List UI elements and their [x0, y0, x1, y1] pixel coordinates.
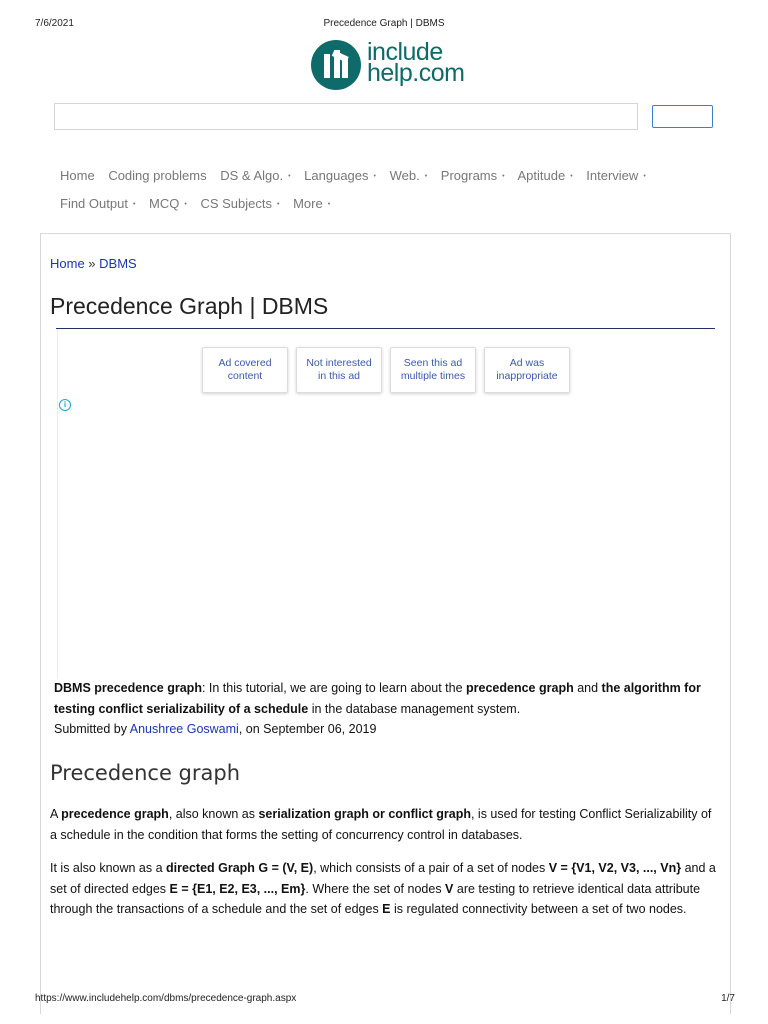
- article-intro: DBMS precedence graph: In this tutorial, we are going to learn about the precedence graph and the algorithm for testing conflict serializability of a schedule in the database management system. Submitted by Anushree Goswami, on September 06, 2019: [54, 681, 701, 736]
- nav-item-web[interactable]: Web. •: [389, 168, 428, 183]
- caret-icon: •: [643, 173, 646, 180]
- nav-item-programs[interactable]: Programs •: [440, 168, 505, 183]
- breadcrumb: [50, 256, 137, 271]
- search-button[interactable]: [652, 105, 713, 128]
- ad-feedback-inappropriate-button[interactable]: Ad was inappropriate: [484, 347, 570, 393]
- caret-icon: •: [288, 173, 291, 180]
- ad-info-icon[interactable]: i: [59, 399, 71, 411]
- title-divider: [56, 328, 715, 329]
- ad-feedback-seen-multiple-button[interactable]: Seen this ad multiple times: [390, 347, 476, 393]
- caret-icon: •: [327, 201, 331, 208]
- site-logo[interactable]: [311, 40, 471, 92]
- nav-item-ds-algo[interactable]: DS & Algo. •: [220, 168, 291, 183]
- nav-item-home[interactable]: Home: [60, 168, 95, 183]
- caret-icon: •: [184, 201, 187, 208]
- nav-item-coding-problems[interactable]: Coding problems: [108, 168, 207, 183]
- paragraph-definition: A precedence graph, also known as serialization graph or conflict graph, is used for testing Conflict Serializability of a schedule in the condition that forms the setting of concurrency control in databases.: [50, 807, 712, 842]
- print-page-title: Precedence Graph | DBMS: [323, 18, 445, 29]
- main-nav-row-1: [60, 168, 720, 183]
- caret-icon: •: [502, 173, 505, 180]
- caret-icon: •: [132, 201, 136, 208]
- caret-icon: •: [424, 173, 428, 180]
- print-header: [0, 18, 768, 32]
- print-page-number: 1/7: [721, 993, 735, 1004]
- nav-item-mcq[interactable]: MCQ •: [149, 196, 187, 211]
- nav-item-interview[interactable]: Interview •: [586, 168, 646, 183]
- author-link[interactable]: Anushree Goswami: [129, 722, 239, 736]
- nav-item-cs-subjects[interactable]: CS Subjects •: [200, 196, 280, 211]
- paragraph-directed-graph: It is also known as a directed Graph G = (V, E), which consists of a pair of a set of nodes V = {V1, V2, V3, ..., Vn} and a set of directed edges E = {E1, E2, E3, ..., Em}. Where the set of nodes V are testing to retrieve identical data attribute through the transactions of a schedule and the set of edges E is regulated connectivity between a set of two nodes.: [50, 861, 716, 916]
- nav-item-aptitude[interactable]: Aptitude •: [517, 168, 573, 183]
- nav-item-languages[interactable]: Languages •: [304, 168, 376, 183]
- caret-icon: •: [373, 173, 376, 180]
- caret-icon: •: [570, 173, 573, 180]
- section-heading: Precedence graph: [50, 761, 241, 785]
- caret-icon: •: [276, 201, 280, 208]
- nav-item-more[interactable]: More •: [293, 196, 331, 211]
- breadcrumb-separator: »: [84, 256, 100, 271]
- search-input[interactable]: [54, 103, 638, 130]
- ad-area-border: [57, 329, 58, 679]
- ad-feedback-covered-button[interactable]: Ad covered content: [202, 347, 288, 393]
- print-url: https://www.includehelp.com/dbms/precedence-graph.aspx: [35, 993, 297, 1004]
- breadcrumb-section-link[interactable]: DBMS: [99, 256, 137, 271]
- ad-feedback-not-interested-button[interactable]: Not interested in this ad: [296, 347, 382, 393]
- page-title: Precedence Graph | DBMS: [50, 293, 329, 319]
- print-date: 7/6/2021: [35, 18, 74, 29]
- nav-item-find-output[interactable]: Find Output •: [60, 196, 136, 211]
- logo-wordmark: include help.com: [367, 38, 465, 87]
- main-nav-row-2: [60, 196, 720, 211]
- breadcrumb-home-link[interactable]: Home: [50, 256, 85, 271]
- logo-mark-icon: [311, 40, 361, 90]
